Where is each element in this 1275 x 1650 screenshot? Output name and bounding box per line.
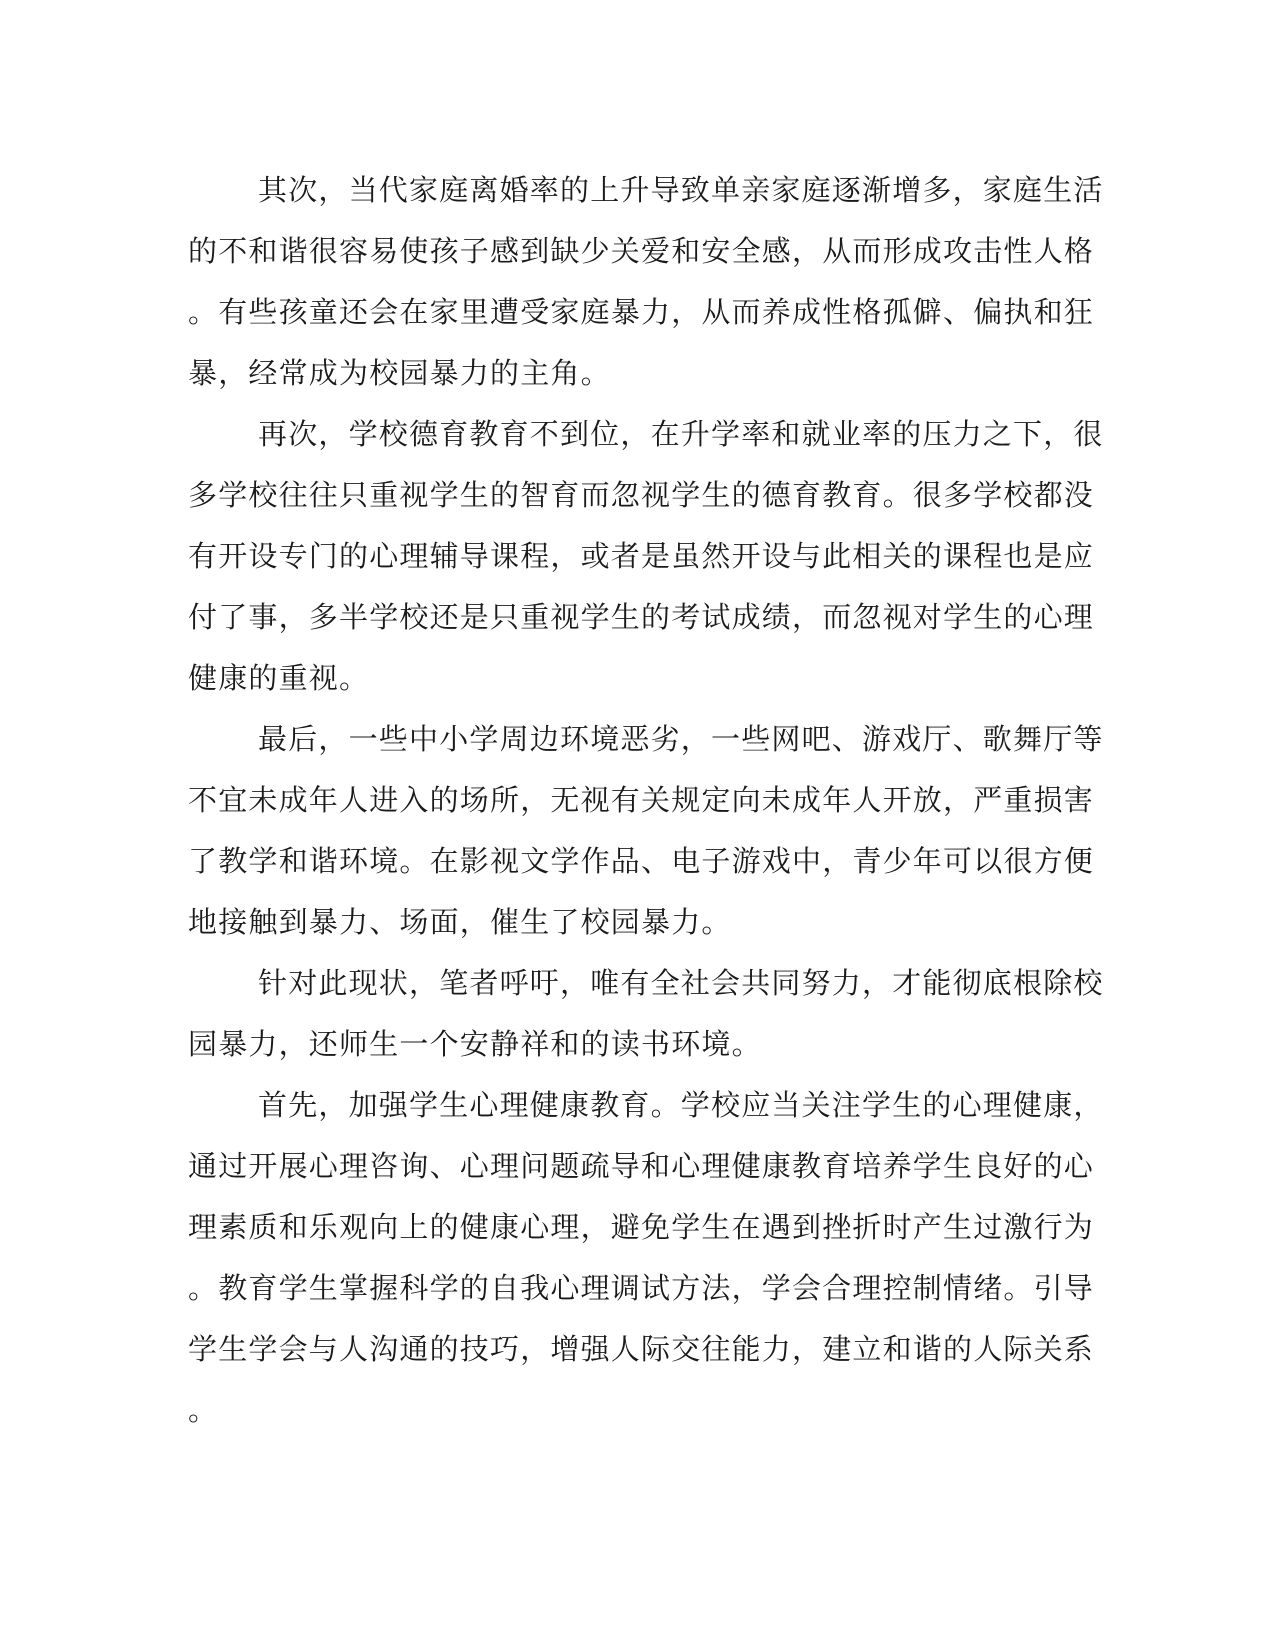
text-line: 针对此现状，笔者呼吁，唯有全社会共同努力，才能彻底根除校 (258, 966, 1104, 1000)
text-line: 了教学和谐环境。在影视文学作品、电子游戏中，青少年可以很方便 (188, 844, 1095, 878)
text-line: 。 (188, 1393, 219, 1427)
text-line: 最后，一些中小学周边环境恶劣，一些网吧、游戏厅、歌舞厅等 (258, 722, 1104, 756)
paragraph (188, 160, 1104, 404)
text-line: 理素质和乐观向上的健康心理，避免学生在遇到挫折时产生过激行为 (188, 1210, 1095, 1244)
text-line: 。教育学生掌握科学的自我心理调试方法，学会合理控制情绪。引导 (188, 1271, 1095, 1305)
text-line: 地接触到暴力、场面，催生了校园暴力。 (188, 905, 732, 939)
text-line: 通过开展心理咨询、心理问题疏导和心理健康教育培养学生良好的心 (188, 1149, 1095, 1183)
text-line: 首先，加强学生心理健康教育。学校应当关注学生的心理健康， (258, 1088, 1104, 1122)
text-line: 的不和谐很容易使孩子感到缺少关爱和安全感，从而形成攻击性人格 (188, 234, 1095, 268)
text-line: 多学校往往只重视学生的智育而忽视学生的德育教育。很多学校都没 (188, 478, 1095, 512)
paragraph (188, 709, 1104, 953)
paragraph (188, 953, 1104, 1075)
text-line: 园暴力，还师生一个安静祥和的读书环境。 (188, 1027, 762, 1061)
paragraph (188, 1075, 1104, 1441)
text-line: 不宜未成年人进入的场所，无视有关规定向未成年人开放，严重损害 (188, 783, 1095, 817)
paragraph (188, 404, 1104, 709)
text-line: 有开设专门的心理辅导课程，或者是虽然开设与此相关的课程也是应 (188, 539, 1095, 573)
text-line: 健康的重视。 (188, 661, 370, 695)
document-body (188, 160, 1104, 1441)
text-line: 付了事，多半学校还是只重视学生的考试成绩，而忽视对学生的心理 (188, 600, 1095, 634)
text-line: 再次，学校德育教育不到位，在升学率和就业率的压力之下，很 (258, 417, 1104, 451)
text-line: 其次，当代家庭离婚率的上升导致单亲家庭逐渐增多，家庭生活 (258, 173, 1104, 207)
text-line: 暴，经常成为校园暴力的主角。 (188, 356, 611, 390)
text-line: 学生学会与人沟通的技巧，增强人际交往能力，建立和谐的人际关系 (188, 1332, 1095, 1366)
text-line: 。有些孩童还会在家里遭受家庭暴力，从而养成性格孤僻、偏执和狂 (188, 295, 1095, 329)
